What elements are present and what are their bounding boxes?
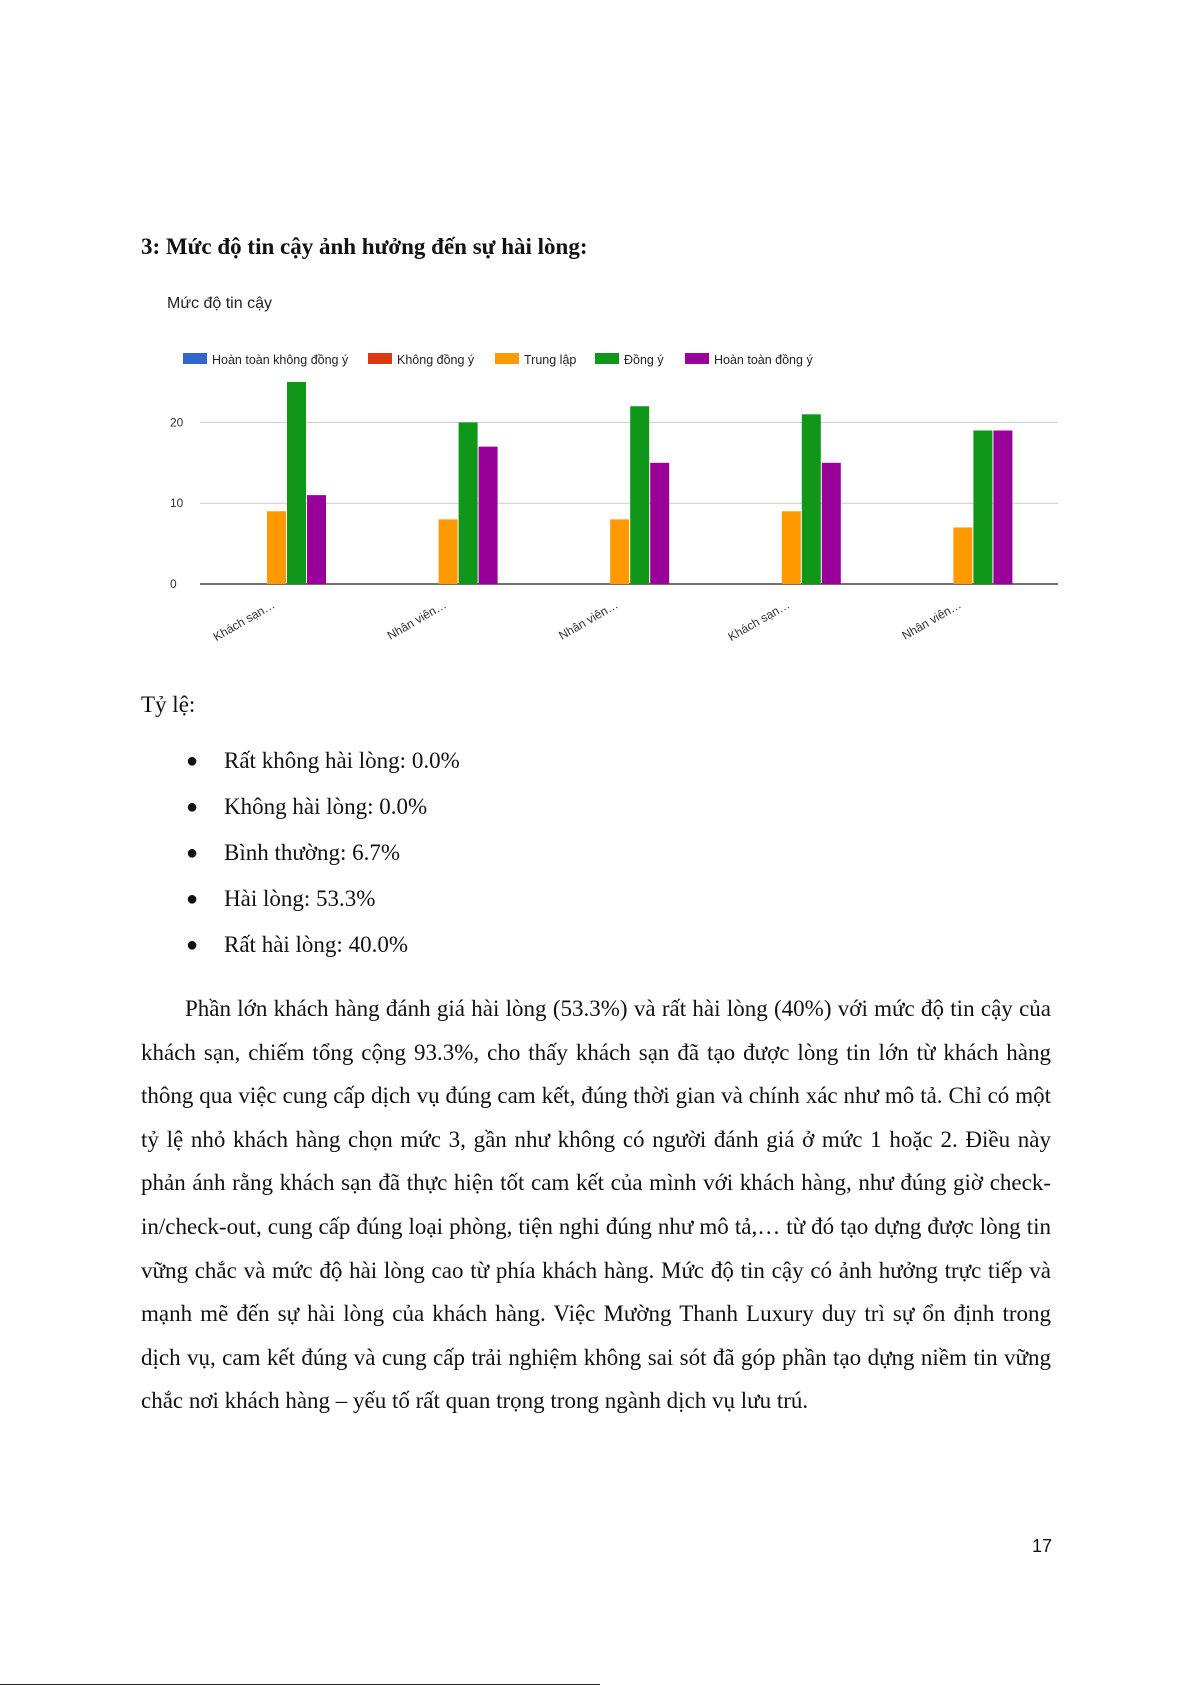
- bullet-icon: ●: [186, 888, 199, 910]
- ratio-item: ● Hài lòng: 53.3%: [141, 884, 460, 930]
- x-tick-label: Khách sạn…: [210, 597, 278, 644]
- section-heading: 3: Mức độ tin cậy ảnh hưởng đến sự hài lòng:: [141, 234, 588, 259]
- bar: [822, 463, 841, 584]
- bullet-icon: ●: [186, 750, 199, 772]
- ratio-label: Tỷ lệ:: [141, 692, 196, 717]
- bar: [953, 527, 972, 584]
- bullet-icon: ●: [186, 842, 199, 864]
- bar: [267, 511, 286, 584]
- bar: [287, 382, 306, 584]
- y-tick-label: 20: [170, 415, 184, 430]
- x-tick-label: Nhân viên…: [899, 597, 964, 643]
- ratio-item: ● Bình thường: 6.7%: [141, 838, 460, 884]
- legend-label: Hoàn toàn không đồng ý: [212, 353, 349, 367]
- bullet-icon: ●: [186, 796, 199, 818]
- bar: [439, 519, 458, 584]
- x-tick-label: Nhân viên…: [556, 597, 621, 643]
- bar-chart-svg: [150, 285, 1070, 645]
- page-number: 17: [1031, 1536, 1052, 1556]
- bar: [459, 422, 478, 584]
- bar: [307, 495, 326, 584]
- legend-swatch: [183, 353, 207, 364]
- bar: [802, 414, 821, 584]
- legend-swatch: [368, 353, 392, 364]
- bar: [782, 511, 801, 584]
- analysis-paragraph: Phần lớn khách hàng đánh giá hài lòng (53.3%) và rất hài lòng (40%) với mức độ tin cậy của khách sạn, chiếm tổng cộng 93.3%, cho thấy khách sạn đã tạo được lòng tin lớn từ khách hàng thông qua việc cung cấp dịch vụ đúng cam kết, đúng thời gian và chính xác như mô tả. Chỉ có một tỷ lệ nhỏ khách hàng chọn mức 3, gần như không có người đánh giá ở mức 1 hoặc 2. Điều này phản ánh rằng khách sạn đã thực hiện tốt cam kết của mình với khách hàng, như đúng giờ check-in/check-out, cung cấp đúng loại phòng, tiện nghi đúng như mô tả,… từ đó tạo dựng được lòng tin vững chắc và mức độ hài lòng cao từ phía khách hàng. Mức độ tin cậy có ảnh hưởng trực tiếp và mạnh mẽ đến sự hài lòng của khách hàng. Việc Mường Thanh Luxury duy trì sự ổn định trong dịch vụ, cam kết đúng và cung cấp trải nghiệm không sai sót đã góp phần tạo dựng niềm tin vững chắc nơi khách hàng – yếu tố rất quan trọng trong ngành dịch vụ lưu trú.: [141, 996, 1051, 1414]
- legend-swatch: [685, 353, 709, 364]
- bar: [479, 447, 498, 584]
- reliability-chart: [150, 285, 1070, 645]
- legend-swatch: [595, 353, 619, 364]
- bar: [630, 406, 649, 584]
- bar: [973, 430, 992, 584]
- bar: [993, 430, 1012, 584]
- legend-label: Hoàn toàn đồng ý: [714, 353, 813, 367]
- x-tick-label: Nhân viên…: [384, 597, 449, 643]
- legend-label: Đồng ý: [624, 353, 664, 367]
- y-tick-label: 0: [170, 577, 177, 591]
- legend-label: Trung lập: [524, 353, 577, 367]
- ratio-item: ● Rất không hài lòng: 0.0%: [141, 746, 460, 792]
- ratio-item: ● Rất hài lòng: 40.0%: [141, 930, 460, 976]
- bar: [650, 463, 669, 584]
- x-tick-label: Khách sạn…: [725, 597, 793, 644]
- bar: [610, 519, 629, 584]
- chart-title: Mức độ tin cậy: [167, 295, 272, 312]
- bullet-icon: ●: [186, 934, 199, 956]
- y-tick-label: 10: [170, 496, 184, 511]
- legend-label: Không đồng ý: [397, 353, 475, 367]
- ratio-item: ● Không hài lòng: 0.0%: [141, 792, 460, 838]
- legend-swatch: [495, 353, 519, 364]
- ratio-list: [141, 746, 460, 976]
